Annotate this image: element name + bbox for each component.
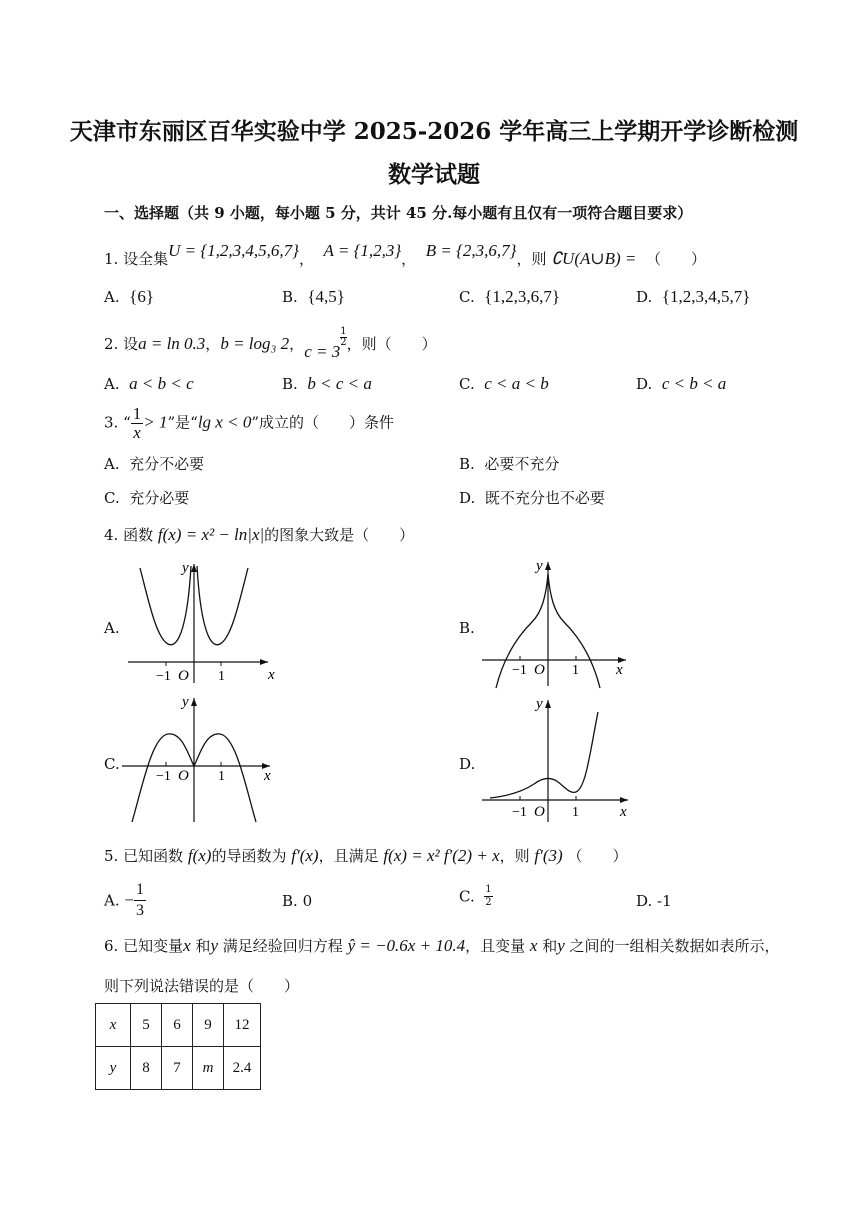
tick-neg: −1 [156, 669, 171, 684]
x-label: x [264, 768, 271, 784]
tick-pos: 1 [572, 805, 579, 820]
x-label: x [620, 804, 627, 820]
q1-prefix: 1. 设全集 [104, 250, 169, 268]
q4-graph-b[interactable] [478, 556, 638, 690]
q5-fp: f′(x) [291, 846, 319, 865]
q5-option-d[interactable]: D. -1 [636, 892, 672, 910]
q1-set-a: A = {1,2,3} [323, 241, 402, 260]
q4-graph-b-label[interactable]: B. [459, 619, 475, 637]
table-cell: m [193, 1047, 224, 1090]
q5-mid2: ，且满足 [318, 847, 379, 865]
table-cell: 5 [131, 1004, 162, 1047]
q4-suffix: 的图象大致是（ ） [264, 526, 415, 544]
q6-data-table [95, 1003, 261, 1090]
q1-set-b: B = {2,3,6,7} [425, 241, 517, 260]
tick-neg: −1 [512, 663, 527, 678]
q3-option-a[interactable]: A. 充分不必要 [104, 455, 205, 473]
q1-paren: （ ） [645, 250, 706, 268]
table-cell: 12 [224, 1004, 261, 1047]
q1-option-a[interactable]: A. {6} [104, 287, 154, 306]
q2-b: b = log₃ 2 [220, 334, 290, 353]
tick-neg: −1 [512, 805, 527, 820]
q2-option-c[interactable]: C. c < a < b [459, 374, 549, 393]
q3-option-c[interactable]: C. 充分必要 [104, 489, 190, 507]
q2-c: c = 3 [304, 342, 341, 361]
y-label: y [182, 560, 189, 576]
y-label: y [536, 696, 543, 712]
q1-set-u: U = {1,2,3,4,5,6,7} [168, 241, 299, 260]
table-row [96, 1004, 261, 1047]
q4-expr: f(x) = x² − ln|x| [157, 525, 265, 544]
q6-eq: ŷ = −0.6x + 10.4 [347, 936, 466, 955]
tick-pos: 1 [572, 663, 579, 678]
table-cell: 6 [162, 1004, 193, 1047]
y-axis-arrow [545, 562, 551, 570]
origin: O [178, 668, 189, 684]
y-label: y [182, 694, 189, 710]
table-cell: y [96, 1047, 131, 1090]
q4-graph-d-label[interactable]: D. [459, 755, 476, 773]
table-cell: 8 [131, 1047, 162, 1090]
question-4 [104, 524, 414, 545]
q3-option-b[interactable]: B. 必要不充分 [459, 455, 560, 473]
x-label: x [268, 667, 275, 683]
q2-prefix: 2. 设 [104, 335, 139, 353]
q5-option-c[interactable]: C. $\frac{1}{2}$ [459, 884, 492, 908]
q6-line2: 则下列说法错误的是（ ） [104, 977, 300, 995]
q5-f: f(x) [187, 846, 212, 865]
y-label: y [536, 558, 543, 574]
x-axis-arrow [620, 797, 628, 803]
tick-neg: −1 [156, 769, 171, 784]
tick-pos: 1 [218, 669, 225, 684]
q1-expr: ∁U(A∪B) = [551, 249, 637, 268]
table-cell: 9 [193, 1004, 224, 1047]
q5-mid1: 的导函数为 [211, 847, 287, 865]
question-1 [104, 241, 706, 269]
q3-mid: ”是“ [167, 413, 198, 432]
x-axis-arrow [260, 659, 268, 665]
q5-paren: （ ） [567, 847, 628, 865]
q4-graph-c-label[interactable]: C. [104, 755, 120, 773]
q5-ask: f′(3) [534, 846, 563, 865]
q1-sep2: ， [401, 250, 417, 268]
curve [490, 712, 598, 798]
tick-pos: 1 [218, 769, 225, 784]
q1-then: ，则 [516, 250, 547, 268]
q1-option-b[interactable]: B. {4,5} [282, 287, 345, 306]
q3-suffix: ”成立的（ ）条件 [251, 413, 394, 432]
table-row [96, 1047, 261, 1090]
section-heading: 一、选择题（共 9 小题，每小题 5 分，共计 45 分.每小题有且仅有一项符合题目要求） [104, 204, 693, 222]
q5-option-a[interactable]: A. − $\frac{1}{3}$ [104, 881, 144, 919]
q2-then: ，则（ ） [346, 335, 437, 353]
q4-graph-c[interactable] [118, 692, 278, 826]
q3-fraction: $\frac{1}{x}$ [132, 404, 142, 442]
y-axis-arrow [191, 564, 197, 572]
origin: O [534, 662, 545, 678]
question-3 [104, 405, 394, 442]
question-5 [104, 845, 627, 866]
x-label: x [616, 662, 623, 678]
question-6: 6. 已知变量x 和y 满足经验回归方程 ŷ = −0.6x + 10.4，且变量 x 和y 之间的一组相关数据如表所示， [104, 936, 780, 955]
q5-eq: f(x) = x² f′(2) + x [383, 846, 500, 865]
q4-graph-d[interactable] [478, 692, 638, 826]
q3-expr: lg x < 0 [197, 412, 252, 432]
origin: O [534, 804, 545, 820]
curve-left [140, 566, 191, 645]
q5-mid3: ，则 [499, 847, 530, 865]
q1-sep: ， [298, 250, 314, 268]
q2-option-b[interactable]: B. b < c < a [282, 374, 372, 393]
q4-graph-a[interactable] [118, 558, 278, 688]
table-cell: 2.4 [224, 1047, 261, 1090]
q1-option-d[interactable]: D. {1,2,3,4,5,7} [636, 287, 751, 306]
q6-prefix: 6. 已知变量 [104, 937, 184, 955]
table-cell: 7 [162, 1047, 193, 1090]
q5-option-b[interactable]: B. 0 [282, 892, 313, 910]
table-cell: x [96, 1004, 131, 1047]
q2-a: a = ln 0.3 [138, 334, 206, 353]
q4-graph-a-label[interactable]: A. [104, 619, 120, 637]
page-title: 天津市东丽区百华实验中学 2025-2026 学年高三上学期开学诊断检测 [69, 118, 799, 145]
q5-prefix: 5. 已知函数 [104, 847, 184, 865]
q3-prefix: 3. “ [104, 413, 131, 432]
q1-option-c[interactable]: C. {1,2,3,6,7} [459, 287, 561, 306]
curve-right [197, 566, 248, 645]
q4-prefix: 4. 函数 [104, 526, 154, 544]
q3-gt: > 1 [143, 412, 168, 432]
q2-c-exponent: $\frac{1}{2}$ [340, 326, 347, 348]
q3-option-d[interactable]: D. 既不充分也不必要 [459, 489, 605, 507]
origin: O [178, 768, 189, 784]
y-axis-arrow [191, 698, 197, 706]
page-subtitle: 数学试题 [388, 161, 480, 188]
question-2: 2. 设a = ln 0.3，b = log₃ 2，c = 3 $\frac{1}{2}$ ，则（ ） [104, 326, 437, 361]
q2-option-a[interactable]: A. a < b < c [104, 374, 194, 393]
q2-option-d[interactable]: D. c < b < a [636, 374, 727, 393]
y-axis-arrow [545, 700, 551, 708]
